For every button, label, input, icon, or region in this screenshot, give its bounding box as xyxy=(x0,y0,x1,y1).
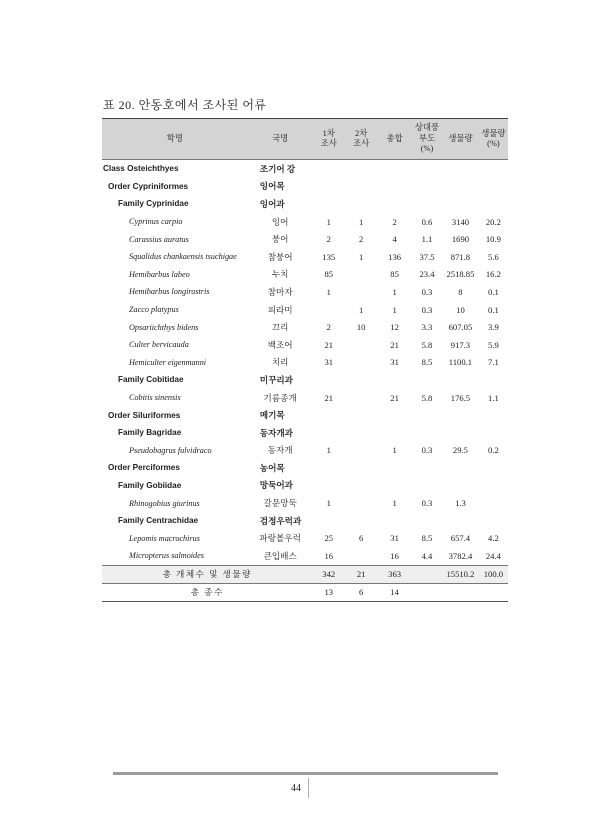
taxon-korean-name: 검정우럭과 xyxy=(259,515,302,526)
species-scientific-name: Lepomis macrochirus xyxy=(129,533,200,543)
species-scientific-name: Rhinogobius giurinus xyxy=(129,498,200,508)
species-count-row xyxy=(102,583,508,601)
species-korean-name: 백조어 xyxy=(267,339,293,350)
empty-cell xyxy=(479,371,508,389)
survey-2-count: 6 xyxy=(358,533,364,544)
species-scientific-name: Hemibarbus longirostris xyxy=(129,287,210,297)
taxon-rank-row xyxy=(102,178,508,196)
totals-label: 총 개체수 및 생물량 xyxy=(102,565,313,583)
empty-cell xyxy=(442,195,479,213)
relative-abundance: 0.3 xyxy=(421,445,433,456)
empty-cell xyxy=(345,459,377,477)
taxon-rank-row xyxy=(102,424,508,442)
fish-survey-table xyxy=(102,118,508,602)
survey-1-count: 2 xyxy=(326,322,331,333)
totals-survey-2: 21 xyxy=(345,565,377,583)
header-relative-abundance: 상대풍 부도 (%) xyxy=(412,119,442,160)
empty-cell xyxy=(479,406,508,424)
survey-1-count: 16 xyxy=(324,550,334,561)
total-count: 21 xyxy=(390,392,399,403)
biomass-percent: 20.2 xyxy=(485,216,501,227)
relative-abundance: 3.3 xyxy=(421,322,433,333)
empty-cell xyxy=(442,459,479,477)
taxon-name: Order Cypriniformes xyxy=(108,181,189,191)
taxon-name: Family Bagridae xyxy=(118,428,182,438)
relative-abundance: 0.3 xyxy=(421,498,433,509)
total-count: 1 xyxy=(392,445,397,456)
biomass-percent: 24.4 xyxy=(485,550,501,561)
empty-cell xyxy=(345,406,377,424)
species-row xyxy=(102,266,508,284)
total-count: 136 xyxy=(388,251,402,262)
survey-2-count xyxy=(345,494,377,512)
header-survey-2: 2차 조사 xyxy=(345,119,377,160)
taxon-rank-row xyxy=(102,160,508,178)
empty-cell xyxy=(412,371,442,389)
empty-cell xyxy=(412,512,442,530)
empty-cell xyxy=(377,371,412,389)
survey-1-count: 1 xyxy=(326,216,331,227)
species-row xyxy=(102,354,508,372)
species-korean-name: 참붕어 xyxy=(267,251,293,262)
survey-2-count: 1 xyxy=(358,304,364,315)
header-korean-name: 국명 xyxy=(248,119,313,160)
relative-abundance: 8.5 xyxy=(421,533,433,544)
species-scientific-name: Micropterus salmoides xyxy=(129,551,204,561)
empty-cell xyxy=(377,477,412,495)
species-scientific-name: Opsariichthys bidens xyxy=(129,322,199,332)
species-korean-name: 치리 xyxy=(271,357,289,368)
empty-cell xyxy=(479,459,508,477)
empty-cell xyxy=(479,160,508,178)
taxon-korean-name: 잉어과 xyxy=(259,198,285,209)
empty-cell xyxy=(313,178,345,196)
biomass-percent: 1.1 xyxy=(488,392,499,403)
total-count: 31 xyxy=(390,533,399,544)
totals-relative xyxy=(412,565,442,583)
empty-cell xyxy=(412,406,442,424)
empty-cell xyxy=(479,424,508,442)
taxon-name: Family Cobitidae xyxy=(118,375,184,385)
species-korean-name: 동자개 xyxy=(267,445,293,456)
survey-1-count: 21 xyxy=(324,339,334,350)
biomass-percent: 16.2 xyxy=(485,269,501,280)
taxon-rank-row xyxy=(102,371,508,389)
empty-cell xyxy=(442,512,479,530)
total-count: 4 xyxy=(392,234,397,245)
species-row xyxy=(102,547,508,565)
relative-abundance: 0.6 xyxy=(421,216,433,227)
total-count: 21 xyxy=(390,339,399,350)
survey-1-count: 2 xyxy=(326,234,331,245)
footer-rule xyxy=(113,772,498,775)
biomass: 917.3 xyxy=(450,339,471,350)
empty-cell xyxy=(412,178,442,196)
header-biomass: 생물량 xyxy=(442,119,479,160)
survey-2-count xyxy=(345,354,377,372)
species-row xyxy=(102,442,508,460)
species-scientific-name: Cyprinus carpio xyxy=(129,217,183,227)
empty-cell xyxy=(442,178,479,196)
totals-survey-1: 342 xyxy=(313,565,345,583)
species-scientific-name: Carassius auratus xyxy=(129,234,189,244)
biomass: 176.5 xyxy=(450,392,471,403)
empty-cell xyxy=(412,459,442,477)
biomass-percent: 0.1 xyxy=(488,304,499,315)
empty-cell xyxy=(412,477,442,495)
species-count-label: 총 종수 xyxy=(102,583,313,601)
page-number: 44 xyxy=(291,783,301,794)
empty-cell xyxy=(377,406,412,424)
species-row xyxy=(102,248,508,266)
table-caption: 표 20. 안동호에서 조사된 어류 xyxy=(103,98,267,112)
survey-1-count xyxy=(313,301,345,319)
empty-cell xyxy=(345,371,377,389)
species-korean-name: 끄리 xyxy=(271,322,289,333)
empty-cell xyxy=(377,160,412,178)
empty-cell xyxy=(442,160,479,178)
biomass-percent: 5.6 xyxy=(488,251,499,262)
total-count: 2 xyxy=(392,216,397,227)
biomass: 1690 xyxy=(451,234,470,245)
empty-cell xyxy=(345,195,377,213)
empty-cell xyxy=(442,424,479,442)
taxon-rank-row xyxy=(102,512,508,530)
table-body xyxy=(102,160,508,566)
total-count: 1 xyxy=(392,286,397,297)
survey-2-count: 1 xyxy=(358,216,364,227)
empty-cell xyxy=(313,160,345,178)
biomass: 8 xyxy=(458,286,463,297)
biomass: 607.05 xyxy=(448,322,473,333)
survey-2-count: 1 xyxy=(358,251,364,262)
totals-row xyxy=(102,565,508,583)
biomass-percent: 10.9 xyxy=(485,234,501,245)
species-row xyxy=(102,301,508,319)
total-count: 1 xyxy=(392,304,397,315)
species-row xyxy=(102,336,508,354)
empty-cell xyxy=(377,459,412,477)
biomass: 871.8 xyxy=(450,251,471,262)
taxon-name: Family Gobiidae xyxy=(118,480,182,490)
survey-2-count xyxy=(345,389,377,407)
empty-cell xyxy=(479,477,508,495)
taxon-rank-row xyxy=(102,459,508,477)
relative-abundance: 37.5 xyxy=(419,251,435,262)
biomass: 10 xyxy=(456,304,465,315)
survey-2-count xyxy=(345,336,377,354)
empty-cell xyxy=(345,477,377,495)
header-scientific-name: 학명 xyxy=(102,119,248,160)
survey-2-count xyxy=(345,547,377,565)
species-count-survey-2: 6 xyxy=(345,583,377,601)
relative-abundance: 0.3 xyxy=(421,304,433,315)
biomass: 3782.4 xyxy=(448,550,473,561)
biomass-percent: 3.9 xyxy=(488,322,499,333)
empty-cell xyxy=(313,371,345,389)
empty-cell xyxy=(412,160,442,178)
totals-biomass-percent: 100.0 xyxy=(479,565,508,583)
species-scientific-name: Squalidus chankaensis tsuchigae xyxy=(129,252,237,262)
biomass-percent: 5.9 xyxy=(488,339,499,350)
survey-2-count: 2 xyxy=(358,234,364,245)
biomass-percent xyxy=(479,494,508,512)
biomass-percent: 0.2 xyxy=(488,445,499,456)
species-korean-name: 누치 xyxy=(271,269,289,280)
species-row xyxy=(102,213,508,231)
relative-abundance: 8.5 xyxy=(421,357,433,368)
taxon-name: Family Centrachidae xyxy=(118,516,199,526)
header-survey-1: 1차 조사 xyxy=(313,119,345,160)
species-scientific-name: Hemibarbus labeo xyxy=(129,269,190,279)
species-korean-name: 참마자 xyxy=(267,286,293,297)
survey-1-count: 1 xyxy=(326,498,331,509)
relative-abundance: 23.4 xyxy=(419,269,435,280)
empty-cell xyxy=(345,178,377,196)
survey-1-count: 25 xyxy=(324,533,334,544)
survey-2-count xyxy=(345,442,377,460)
species-row xyxy=(102,494,508,512)
biomass: 1.3 xyxy=(455,498,466,509)
biomass-percent: 0.1 xyxy=(488,286,499,297)
survey-2-count xyxy=(345,283,377,301)
biomass: 657.4 xyxy=(450,533,471,544)
empty-cell xyxy=(313,406,345,424)
relative-abundance: 5.8 xyxy=(421,339,433,350)
survey-1-count: 1 xyxy=(326,445,331,456)
survey-1-count: 135 xyxy=(322,251,336,262)
species-scientific-name: Pseudobagrus fulvidraco xyxy=(129,445,212,455)
survey-1-count: 85 xyxy=(324,269,334,280)
taxon-name: Class Osteichthyes xyxy=(103,164,179,174)
survey-1-count: 1 xyxy=(326,286,331,297)
relative-abundance: 5.8 xyxy=(421,392,433,403)
survey-1-count: 31 xyxy=(324,357,334,368)
empty-cell xyxy=(442,477,479,495)
total-count: 16 xyxy=(390,550,399,561)
table-header xyxy=(102,119,508,160)
species-korean-name: 파랑볼우럭 xyxy=(259,533,301,544)
relative-abundance: 4.4 xyxy=(421,550,433,561)
species-scientific-name: Zacco platypus xyxy=(129,305,179,315)
biomass: 1100.1 xyxy=(448,357,473,368)
totals-biomass: 15510.2 xyxy=(442,565,479,583)
species-row xyxy=(102,283,508,301)
relative-abundance: 0.3 xyxy=(421,286,433,297)
empty-cell xyxy=(345,424,377,442)
species-scientific-name: Culter bervicauda xyxy=(129,340,189,350)
table-footer xyxy=(102,565,508,601)
empty-cell xyxy=(313,477,345,495)
empty-cell xyxy=(412,195,442,213)
biomass-percent: 4.2 xyxy=(488,533,499,544)
total-count: 12 xyxy=(390,322,399,333)
species-count-empty-2 xyxy=(442,583,479,601)
species-scientific-name: Cobitis sinensis xyxy=(129,393,181,403)
biomass: 29.5 xyxy=(452,445,468,456)
species-korean-name: 큰입배스 xyxy=(263,550,297,561)
taxon-name: Order Perciformes xyxy=(108,463,180,473)
biomass: 2518.85 xyxy=(446,269,475,280)
taxon-korean-name: 농어목 xyxy=(259,462,285,473)
taxon-rank-row xyxy=(102,477,508,495)
total-count: 1 xyxy=(392,498,397,509)
taxon-korean-name: 동자개과 xyxy=(259,427,293,438)
taxon-rank-row xyxy=(102,406,508,424)
survey-1-count: 21 xyxy=(324,392,334,403)
empty-cell xyxy=(377,512,412,530)
species-count-empty-3 xyxy=(479,583,508,601)
species-korean-name: 피라미 xyxy=(267,304,293,315)
species-count-survey-1: 13 xyxy=(313,583,345,601)
empty-cell xyxy=(313,459,345,477)
empty-cell xyxy=(412,424,442,442)
relative-abundance: 1.1 xyxy=(421,234,433,245)
taxon-korean-name: 미꾸리과 xyxy=(259,374,293,385)
empty-cell xyxy=(479,195,508,213)
taxon-name: Family Cyprinidae xyxy=(118,199,189,209)
taxon-rank-row xyxy=(102,195,508,213)
taxon-korean-name: 조기어 강 xyxy=(259,163,296,174)
total-count: 31 xyxy=(390,357,399,368)
taxon-korean-name: 망둑어과 xyxy=(259,480,293,491)
species-row xyxy=(102,529,508,547)
survey-2-count xyxy=(345,266,377,284)
biomass-percent: 7.1 xyxy=(488,357,499,368)
taxon-korean-name: 잉어목 xyxy=(259,181,285,192)
empty-cell xyxy=(345,160,377,178)
species-korean-name: 붕어 xyxy=(271,234,289,245)
empty-cell xyxy=(442,406,479,424)
empty-cell xyxy=(377,178,412,196)
species-count-empty-1 xyxy=(412,583,442,601)
empty-cell xyxy=(479,178,508,196)
empty-cell xyxy=(479,512,508,530)
totals-total: 363 xyxy=(377,565,412,583)
empty-cell xyxy=(313,424,345,442)
species-korean-name: 잉어 xyxy=(271,216,289,227)
species-row xyxy=(102,318,508,336)
species-korean-name: 갈문망둑 xyxy=(263,498,297,509)
survey-2-count: 10 xyxy=(356,322,366,333)
empty-cell xyxy=(377,195,412,213)
header-biomass-percent: 생물량 (%) xyxy=(479,119,508,160)
total-count: 85 xyxy=(390,269,399,280)
species-row xyxy=(102,230,508,248)
page-divider xyxy=(308,778,309,798)
empty-cell xyxy=(442,371,479,389)
taxon-korean-name: 메기목 xyxy=(259,410,285,421)
taxon-name: Order Siluriformes xyxy=(108,410,181,420)
header-total: 총합 xyxy=(377,119,412,160)
species-count-total: 14 xyxy=(377,583,412,601)
empty-cell xyxy=(345,512,377,530)
species-row xyxy=(102,389,508,407)
empty-cell xyxy=(313,512,345,530)
empty-cell xyxy=(377,424,412,442)
empty-cell xyxy=(313,195,345,213)
species-scientific-name: Hemiculter eigenmanni xyxy=(129,357,207,367)
species-korean-name: 기름종개 xyxy=(263,392,297,403)
biomass: 3140 xyxy=(451,216,470,227)
